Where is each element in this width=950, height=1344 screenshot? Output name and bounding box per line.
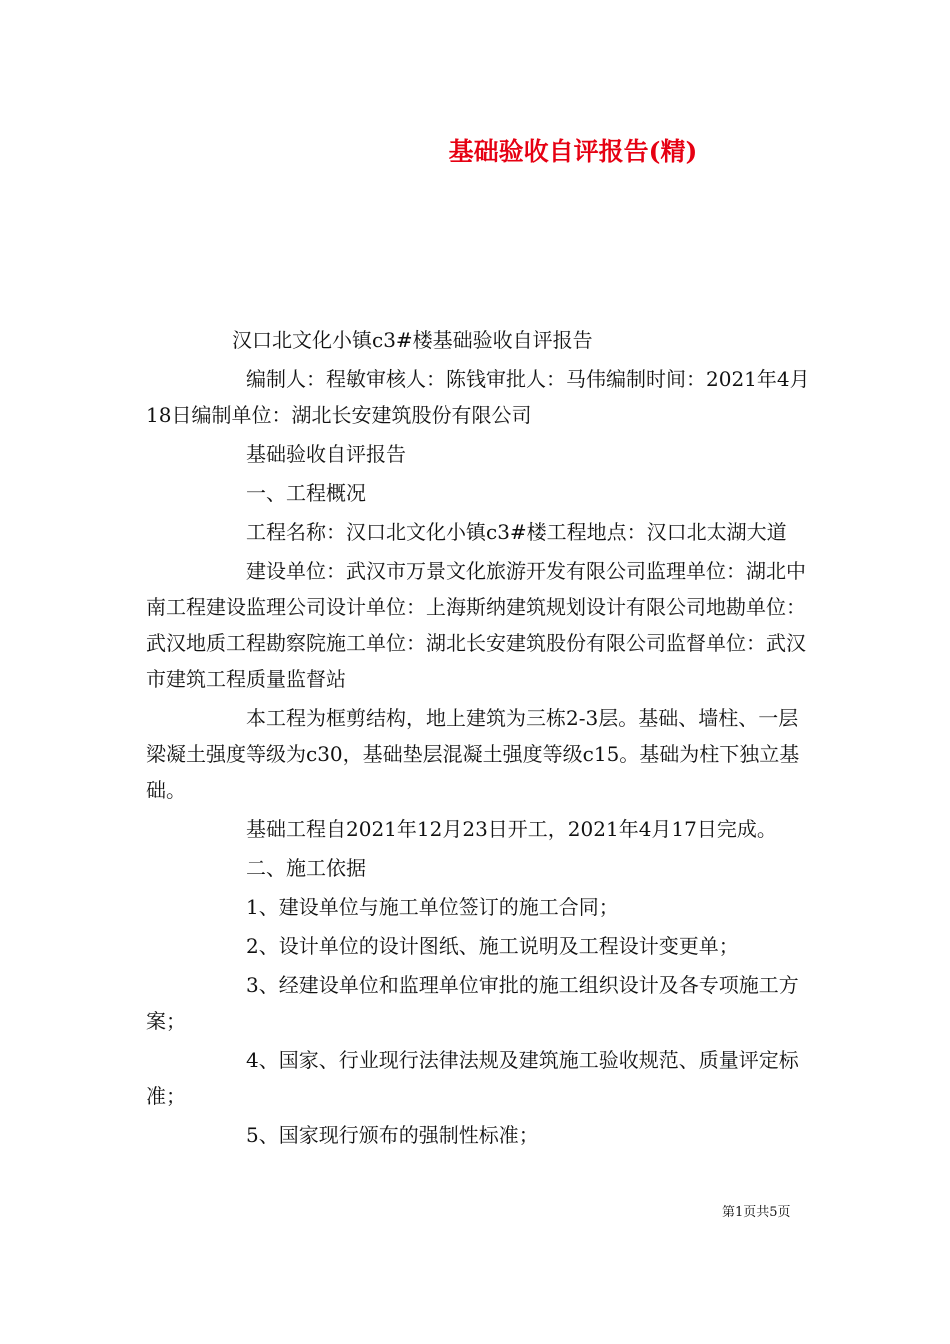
editor-info-paragraph: 编制人：程敏审核人：陈钱审批人：马伟编制时间：2021年4月18日编制单位：湖北长安建筑股份有限公司 — [146, 367, 810, 427]
units-paragraph: 建设单位：武汉市万景文化旅游开发有限公司监理单位：湖北中南工程建设监理公司设计单位：上海斯纳建筑规划设计有限公司地勘单位：武汉地质工程勘察院施工单位：湖北长安建筑股份有限公司监督单位：武汉市建筑工程质量监督站 — [146, 559, 806, 691]
subtitle-paragraph: 汉口北文化小镇c3#楼基础验收自评报告 — [232, 328, 593, 352]
structure-paragraph: 本工程为框剪结构，地上建筑为三栋2-3层。基础、墙柱、一层梁凝土强度等级为c30，基础垫层混凝土强度等级c15。基础为柱下独立基础。 — [146, 706, 800, 802]
section-heading-basis: 二、施工依据 — [246, 856, 366, 880]
page-number: 第1页共5页 — [722, 1205, 791, 1220]
basis-item-5: 5、国家现行颁布的强制性标准； — [246, 1123, 539, 1147]
document-title: 基础验收自评报告(精) — [448, 137, 698, 166]
schedule-paragraph: 基础工程自2021年12月23日开工，2021年4月17日完成。 — [246, 817, 777, 841]
project-name-paragraph: 工程名称：汉口北文化小镇c3#楼工程地点：汉口北太湖大道 — [246, 520, 787, 544]
document-body — [146, 322, 811, 1156]
basis-item-4: 4、国家、行业现行法律法规及建筑施工验收规范、质量评定标准； — [146, 1048, 799, 1108]
report-heading-paragraph: 基础验收自评报告 — [246, 442, 406, 466]
basis-item-3: 3、经建设单位和监理单位审批的施工组织设计及各专项施工方案； — [146, 973, 799, 1033]
basis-item-2: 2、设计单位的设计图纸、施工说明及工程设计变更单； — [246, 934, 739, 958]
section-heading-overview: 一、工程概况 — [246, 481, 366, 505]
basis-item-1: 1、建设单位与施工单位签订的施工合同； — [246, 895, 619, 919]
